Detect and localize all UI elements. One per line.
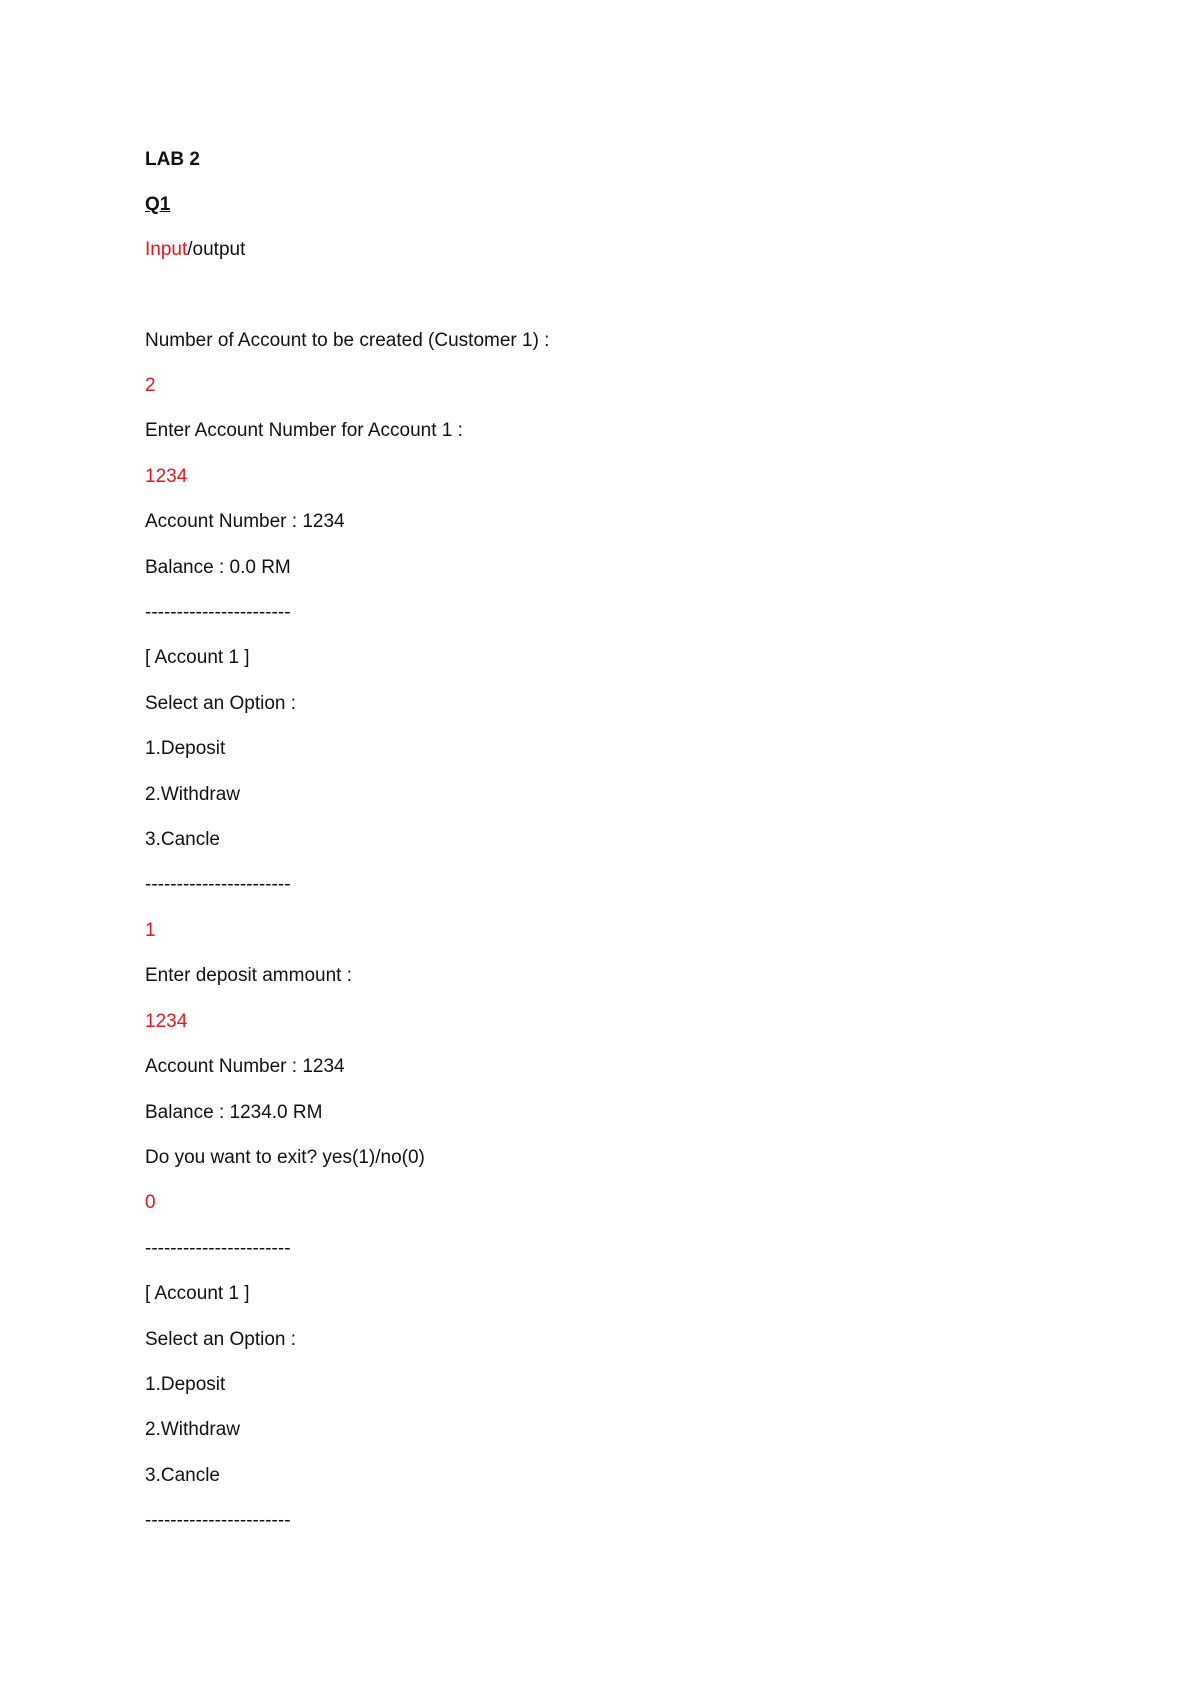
- user-input: 0: [145, 1192, 156, 1213]
- account-header: [ Account 1 ]: [145, 1283, 250, 1304]
- separator: -----------------------: [145, 874, 291, 895]
- prompt-deposit-amount: Enter deposit ammount :: [145, 965, 352, 986]
- menu-prompt: Select an Option :: [145, 1329, 297, 1350]
- user-input: 1234: [145, 1011, 188, 1032]
- io-legend-output: /output: [187, 239, 246, 260]
- prompt-exit: Do you want to exit? yes(1)/no(0): [145, 1147, 425, 1168]
- io-legend-input: Input: [145, 239, 188, 260]
- output-account-number: Account Number : 1234: [145, 1056, 345, 1077]
- output-account-number: Account Number : 1234: [145, 511, 345, 532]
- output-balance: Balance : 1234.0 RM: [145, 1102, 323, 1123]
- menu-option-deposit: 1.Deposit: [145, 1374, 226, 1395]
- prompt-account-number: Enter Account Number for Account 1 :: [145, 420, 463, 441]
- lab-title: LAB 2: [145, 149, 200, 170]
- menu-option-withdraw: 2.Withdraw: [145, 1419, 241, 1440]
- user-input: 1234: [145, 466, 188, 487]
- menu-option-cancel: 3.Cancle: [145, 829, 220, 850]
- account-header: [ Account 1 ]: [145, 647, 250, 668]
- separator: -----------------------: [145, 1238, 291, 1259]
- separator: -----------------------: [145, 1510, 291, 1531]
- output-balance: Balance : 0.0 RM: [145, 557, 291, 578]
- prompt-account-count: Number of Account to be created (Customer 1) :: [145, 330, 550, 351]
- io-legend: [145, 238, 245, 262]
- menu-option-cancel: 3.Cancle: [145, 1465, 220, 1486]
- menu-prompt: Select an Option :: [145, 693, 297, 714]
- user-input: 1: [145, 920, 156, 941]
- menu-option-deposit: 1.Deposit: [145, 738, 226, 759]
- menu-option-withdraw: 2.Withdraw: [145, 784, 241, 805]
- separator: -----------------------: [145, 602, 291, 623]
- question-heading: Q1: [145, 194, 171, 215]
- user-input: 2: [145, 375, 156, 396]
